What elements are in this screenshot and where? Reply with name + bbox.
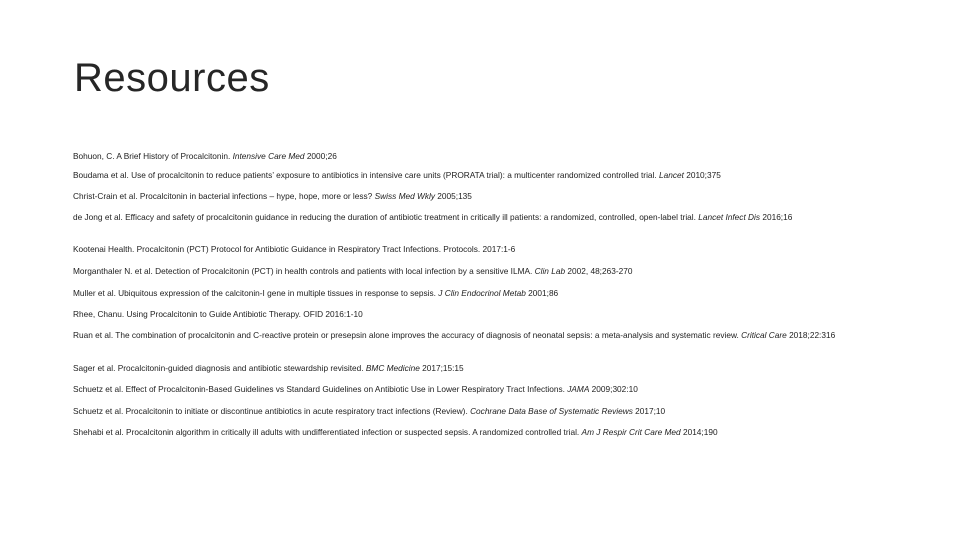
reference-text: Boudama et al. Use of procalcitonin to reduce patients’ exposure to antibiotics in intensive care units (PRORATA trial): a multicenter randomized controlled trial. bbox=[73, 170, 659, 180]
reference-text: Ruan et al. The combination of procalcitonin and C-reactive protein or presepsin alone improves the accuracy of diagnosis of neonatal sepsis: a meta-analysis and systematic review. bbox=[73, 330, 742, 340]
reference-citation: 2000;26 bbox=[304, 151, 337, 161]
reference-text: Christ-Crain et al. Procalcitonin in bacterial infections – hype, hope, more or less? bbox=[73, 191, 375, 201]
reference-text: Rhee, Chanu. Using Procalcitonin to Guide Antibiotic Therapy. OFID 2016:1-10 bbox=[73, 309, 363, 319]
reference-item bbox=[73, 329, 888, 341]
reference-journal: Cochrane Data Base of Systematic Reviews bbox=[470, 406, 633, 416]
reference-citation: 2009;302:10 bbox=[589, 384, 638, 394]
reference-citation: 2010;375 bbox=[683, 170, 721, 180]
reference-text: Schuetz et al. Procalcitonin to initiate or discontinue antibiotics in acute respiratory tract infections (Review). bbox=[73, 406, 471, 416]
reference-text: Morganthaler N. et al. Detection of Procalcitonin (PCT) in health controls and patients with local infection by a sensitive ILMA. bbox=[73, 266, 535, 276]
page-title: Resources bbox=[74, 56, 270, 100]
reference-citation: 2014;190 bbox=[680, 427, 718, 437]
reference-citation: 2017;10 bbox=[632, 406, 666, 416]
reference-journal: Swiss Med Wkly bbox=[374, 191, 435, 201]
reference-item bbox=[73, 169, 888, 181]
reference-item bbox=[73, 287, 888, 299]
reference-item bbox=[73, 243, 888, 255]
reference-item bbox=[73, 362, 888, 374]
reference-citation: 2018;22:316 bbox=[786, 330, 836, 340]
reference-item bbox=[73, 190, 888, 202]
reference-text: Schuetz et al. Effect of Procalcitonin-Based Guidelines vs Standard Guidelines on Antibiotic Use in Lower Respiratory Tract Infections. bbox=[73, 384, 568, 394]
reference-text: Sager et al. Procalcitonin-guided diagnosis and antibiotic stewardship revisited. bbox=[73, 363, 366, 373]
reference-journal: BMC Medicine bbox=[365, 363, 420, 373]
reference-text: Muller et al. Ubiquitous expression of the calcitonin-I gene in multiple tissues in response to sepsis. bbox=[73, 288, 439, 298]
reference-journal: Clin Lab bbox=[534, 266, 566, 276]
reference-text: Kootenai Health. Procalcitonin (PCT) Protocol for Antibiotic Guidance in Respiratory Tract Infections. Protocols. 2017:1-6 bbox=[73, 244, 516, 254]
reference-citation: 2002, 48;263-270 bbox=[565, 266, 633, 276]
reference-item bbox=[73, 211, 888, 223]
reference-text: de Jong et al. Efficacy and safety of procalcitonin guidance in reducing the duration of antibiotic treatment in critically ill patients: a randomized, controlled, open-label trial. bbox=[73, 212, 699, 222]
reference-item bbox=[73, 383, 888, 395]
reference-citation: 2001;86 bbox=[525, 288, 559, 298]
reference-journal: J Clin Endocrinol Metab bbox=[438, 288, 526, 298]
reference-journal: JAMA bbox=[567, 384, 590, 394]
reference-item bbox=[73, 150, 888, 162]
reference-journal: Lancet bbox=[658, 170, 684, 180]
reference-journal: Am J Respir Crit Care Med bbox=[581, 427, 681, 437]
reference-journal: Lancet Infect Dis bbox=[698, 212, 761, 222]
reference-text: Bohuon, C. A Brief History of Procalcitonin. bbox=[73, 151, 233, 161]
reference-item bbox=[73, 308, 888, 320]
reference-item bbox=[73, 265, 888, 277]
reference-citation: 2017;15:15 bbox=[419, 363, 464, 373]
reference-text: Shehabi et al. Procalcitonin algorithm in critically ill adults with undifferentiated infection or suspected sepsis. A randomized controlled trial. bbox=[73, 427, 582, 437]
reference-item bbox=[73, 405, 888, 417]
reference-journal: Critical Care bbox=[741, 330, 787, 340]
reference-citation: 2016;16 bbox=[760, 212, 793, 222]
reference-citation: 2005;135 bbox=[435, 191, 472, 201]
reference-journal: Intensive Care Med bbox=[232, 151, 305, 161]
reference-item bbox=[73, 426, 888, 438]
